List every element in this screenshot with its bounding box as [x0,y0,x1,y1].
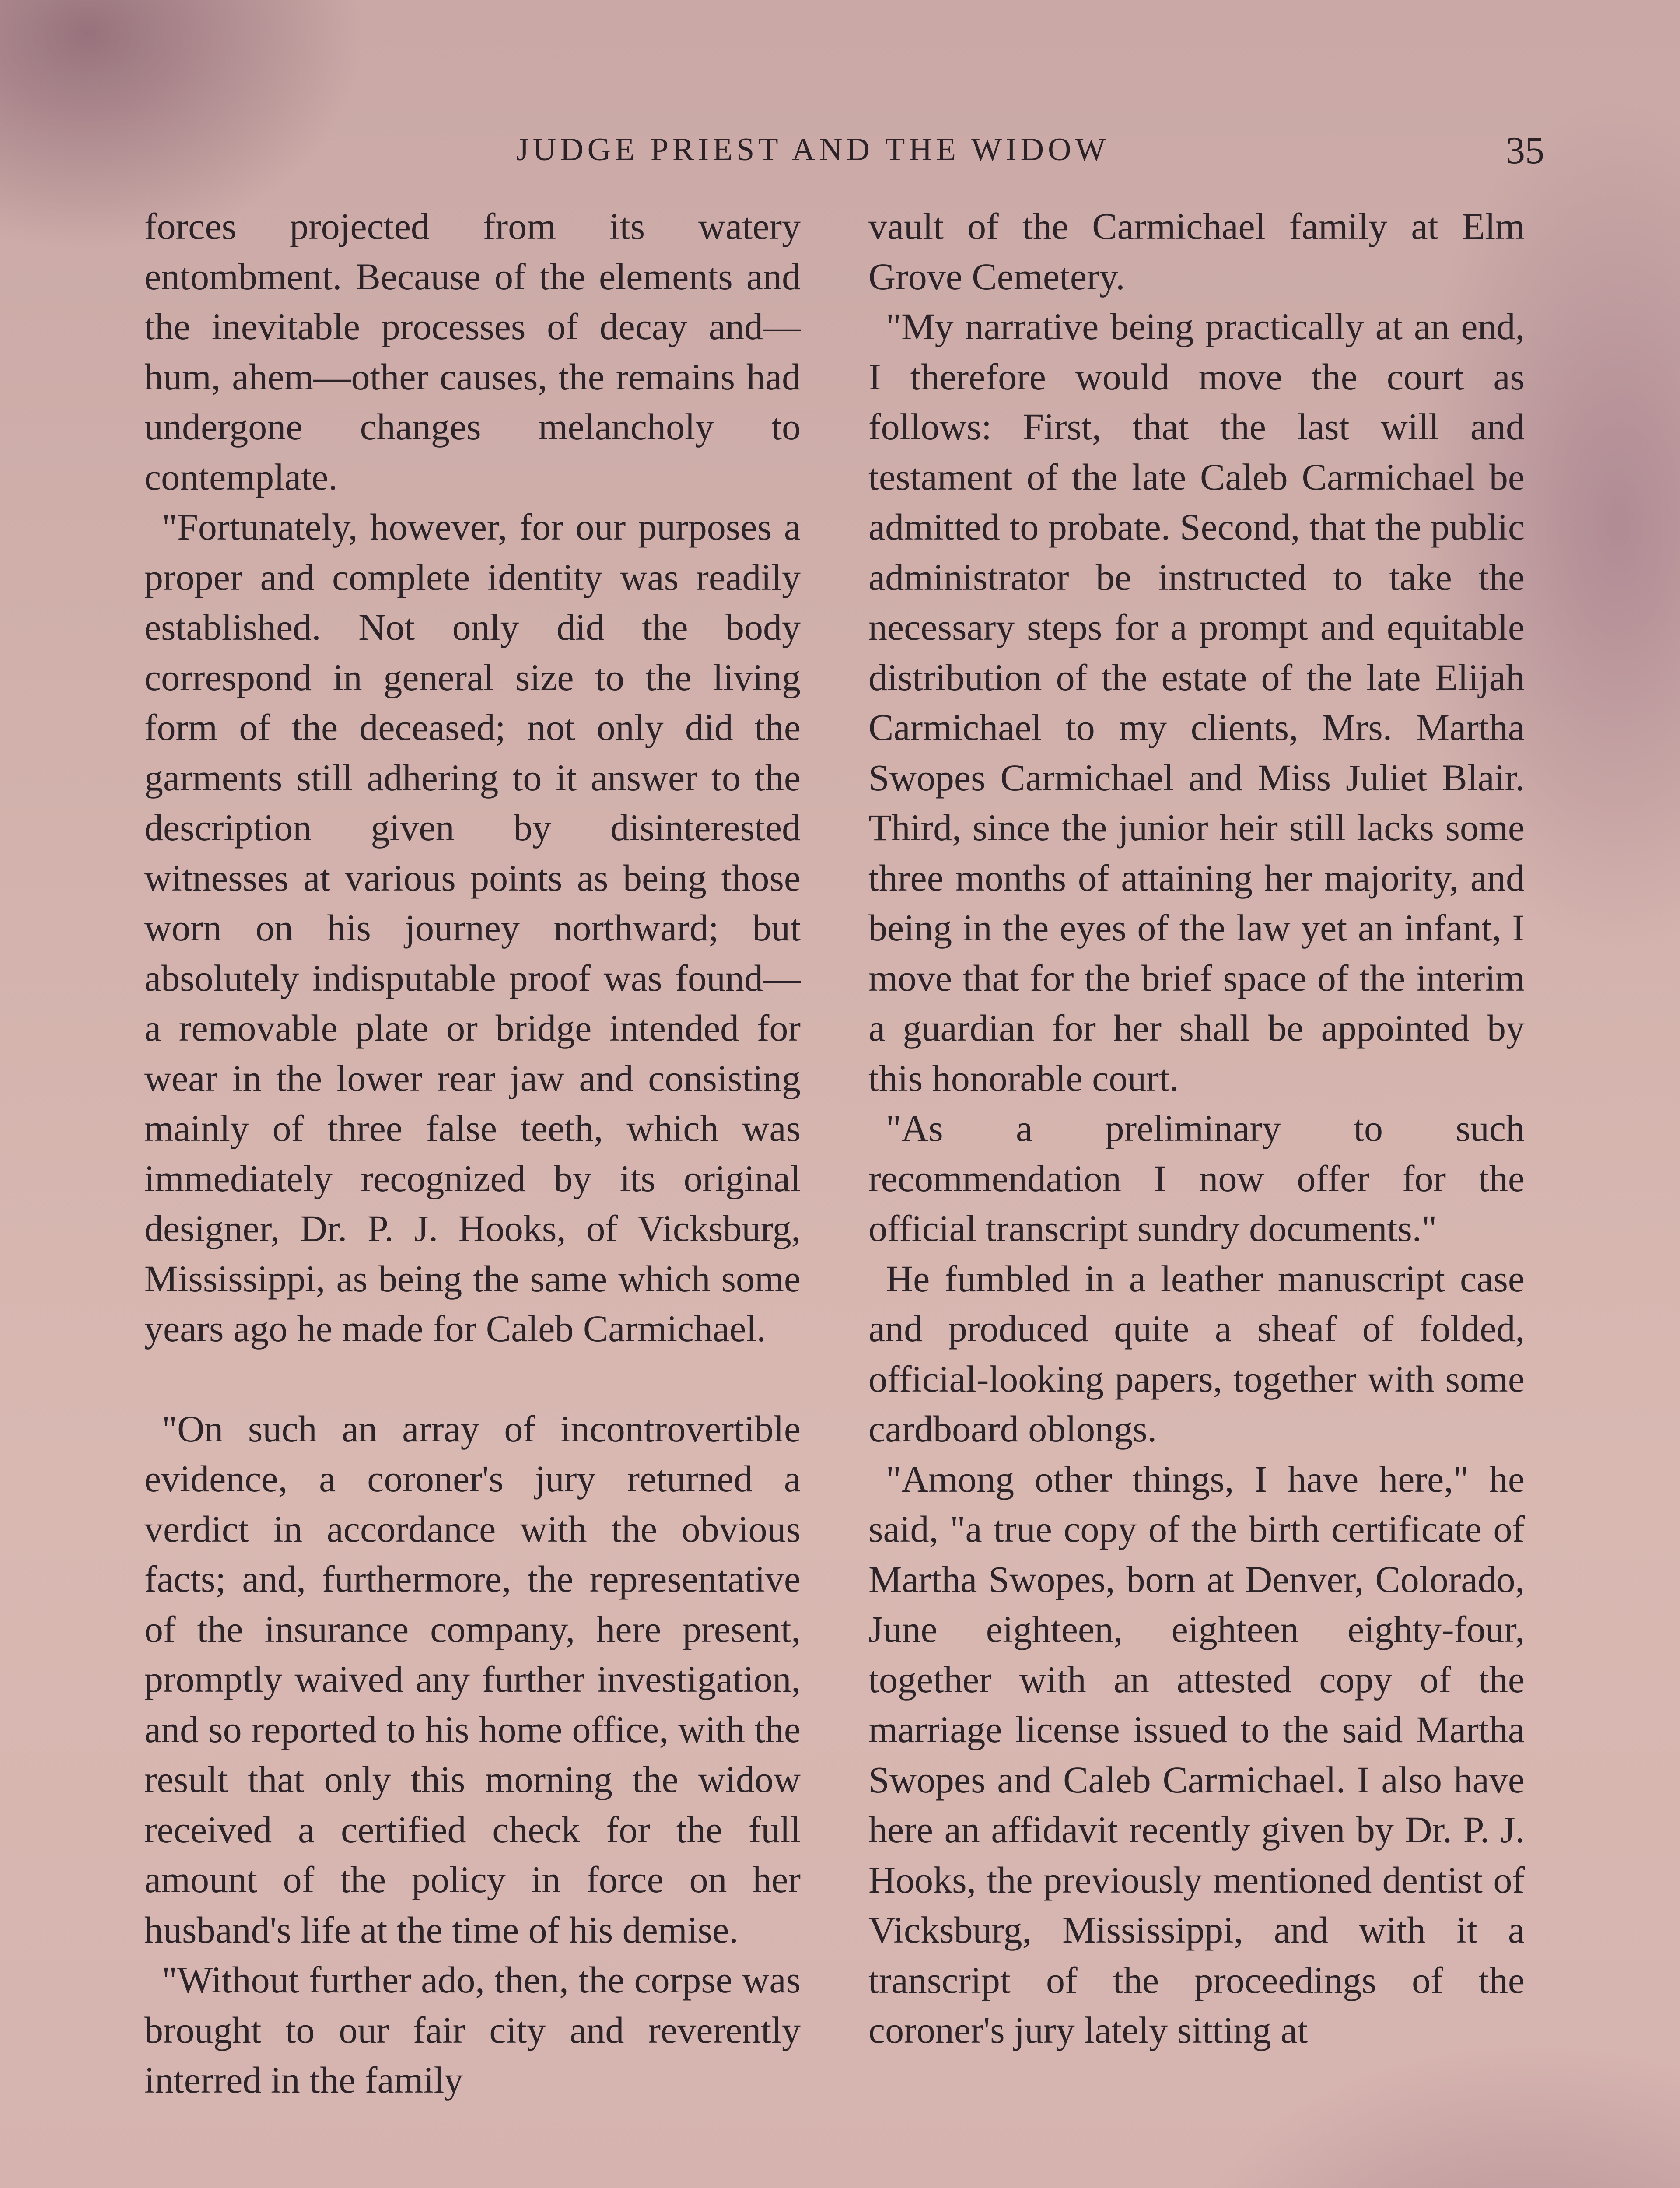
paragraph: vault of the Carmichael family at Elm Grove Cemetery. [868,205,1525,298]
paragraph: "Among other things, I have here," he said, "a true copy of the birth certificate of Martha Swopes, born at Denver, Colorado, June eighteen, eighteen eighty-four, together with an attested copy of the marriage license issued to the said Martha Swopes and Caleb Carmichael. I also have here an affidavit recently given by Dr. P. J. Hooks, the previously mentioned dentist of Vicksburg, Mississippi, and with it a transcript of the proceedings of the coroner's jury lately sitting at [868,1458,1525,2051]
paragraph: "As a preliminary to such recommendation I now offer for the official transcript sundry documents." [868,1107,1525,1249]
left-column [144,201,801,2105]
right-column [868,201,1525,2055]
running-head: JUDGE PRIEST AND THE WIDOW [516,132,1110,168]
paragraph: He fumbled in a leather manuscript case and produced quite a sheaf of folded, official-looking papers, together with some cardboard oblongs. [868,1257,1525,1450]
paragraph: "My narrative being practically at an end, I therefore would move the court as follows: First, that the last will and testament of the late Caleb Carmichael be admitted to probate. Second, that the public administrator be instructed to take the necessary steps for a prompt and equitable distribution of the estate of the late Elijah Carmichael to my clients, Mrs. Martha Swopes Carmichael and Miss Juliet Blair. Third, since the junior heir still lacks some three months of attaining her majority, and being in the eyes of the law yet an infant, I move that for the brief space of the interim a guardian for her shall be appointed by this honorable court. [868,305,1525,1099]
paragraph: "On such an array of incontrovertible evidence, a coroner's jury returned a verdict in accordance with the obvious facts; and, furthermore, the representative of the insurance company, here present, promptly waived any further investigation, and so reported to his home office, with the result that only this morning the widow received a certified check for the full amount of the policy in force on her husband's life at the time of his demise. [144,1407,801,1951]
paragraph: "Without further ado, then, the corpse was brought to our fair city and reverently interred in the family [144,1959,801,2101]
page-header [144,131,1544,184]
page-number: 35 [1506,130,1544,172]
paragraph: "Fortunately, however, for our purposes a proper and complete identity was readily established. Not only did the body correspond in general size to the living form of the deceased; not only did the garments still adhering to it answer to the description given by disinterested witnesses at various points as being those worn on his journey northward; but absolutely indisputable proof was found—a removable plate or bridge intended for wear in the lower rear jaw and consisting mainly of three false teeth, which was immediately recognized by its original designer, Dr. P. J. Hooks, of Vicksburg, Mississippi, as being the same which some years ago he made for Caleb Carmichael. [144,506,801,1350]
paragraph: forces projected from its watery entombment. Because of the elements and the inevitable processes of decay and—hum, ahem—other causes, the remains had undergone changes melancholy to contemplate. [144,205,801,498]
